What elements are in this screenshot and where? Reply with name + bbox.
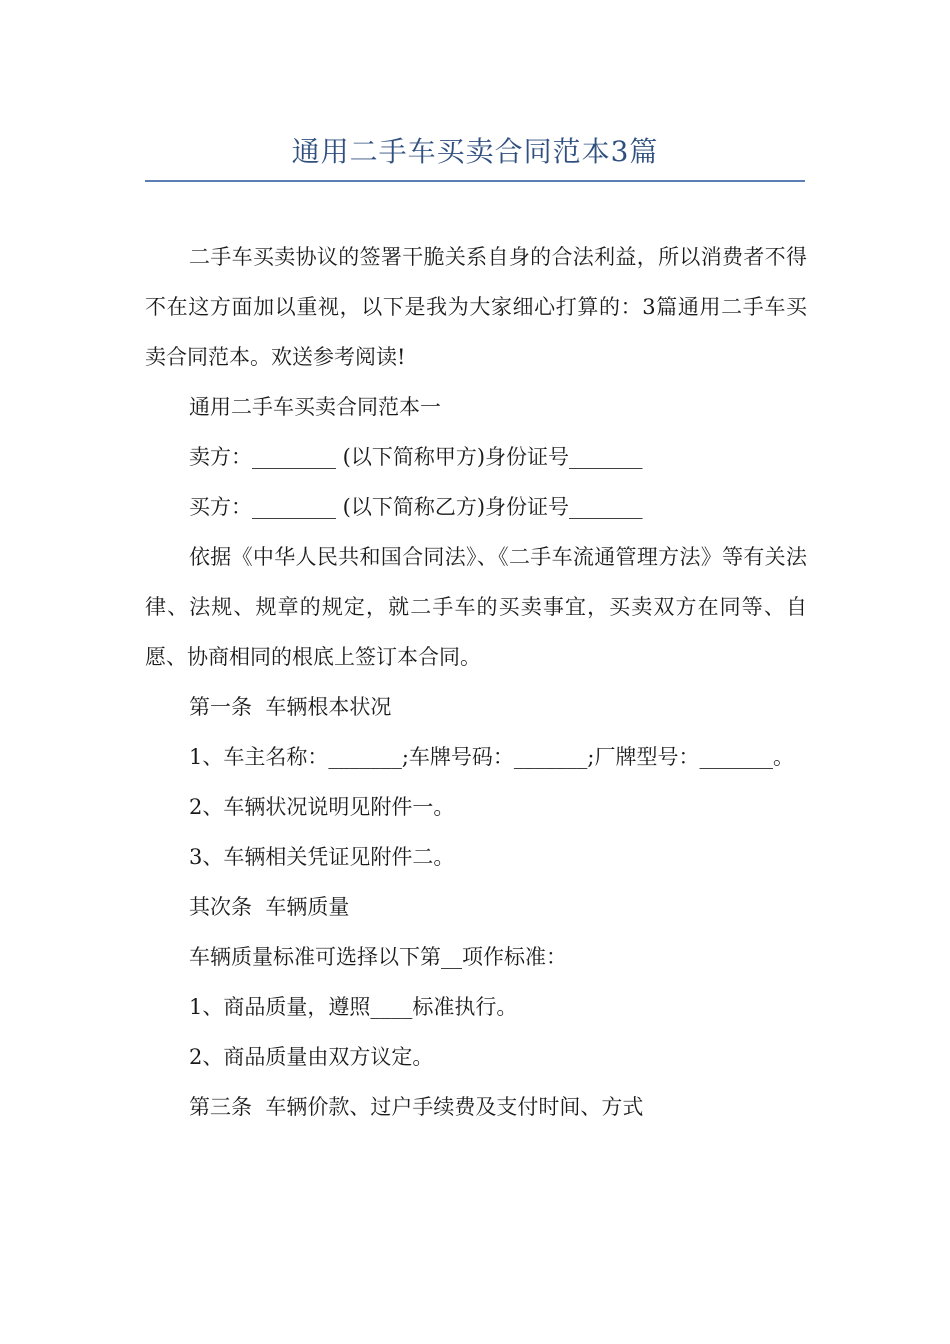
seller-line: 卖方：________ (以下简称甲方)身份证号_______: [189, 445, 643, 469]
article-1-heading: 第一条 车辆根本状况: [189, 695, 392, 719]
article-1-item-3: 3、车辆相关凭证见附件二。: [189, 845, 455, 869]
legal-basis-paragraph: 依据《中华人民共和国合同法》、《二手车流通管理方法》等有关法律、法规、规章的规定，就二手车的买卖事宜，买卖双方在同等、自愿、协商相同的根底上签订本合同。: [145, 545, 807, 669]
document-title: 通用二手车买卖合同范本3篇: [291, 135, 659, 168]
section-heading-template-1: 通用二手车买卖合同范本一: [189, 395, 441, 419]
document-body: [145, 232, 807, 1132]
buyer-line: 买方：________ (以下简称乙方)身份证号_______: [189, 495, 643, 519]
title-underline: [145, 180, 805, 182]
intro-paragraph: 二手车买卖协议的签署干脆关系自身的合法利益，所以消费者不得不在这方面加以重视，以下是我为大家细心打算的：3篇通用二手车买卖合同范本。欢送参考阅读!: [145, 245, 807, 369]
article-2-item-2: 2、商品质量由双方议定。: [189, 1045, 434, 1069]
article-2-item-1: 1、商品质量，遵照____标准执行。: [189, 995, 518, 1019]
article-2-intro: 车辆质量标准可选择以下第__项作标准：: [189, 945, 567, 969]
article-2-heading: 其次条 车辆质量: [189, 895, 350, 919]
article-1-item-1: 1、车主名称：_______;车牌号码：_______;厂牌型号：_______。: [189, 745, 795, 769]
article-3-heading: 第三条 车辆价款、过户手续费及支付时间、方式: [189, 1095, 644, 1119]
article-1-item-2: 2、车辆状况说明见附件一。: [189, 795, 455, 819]
